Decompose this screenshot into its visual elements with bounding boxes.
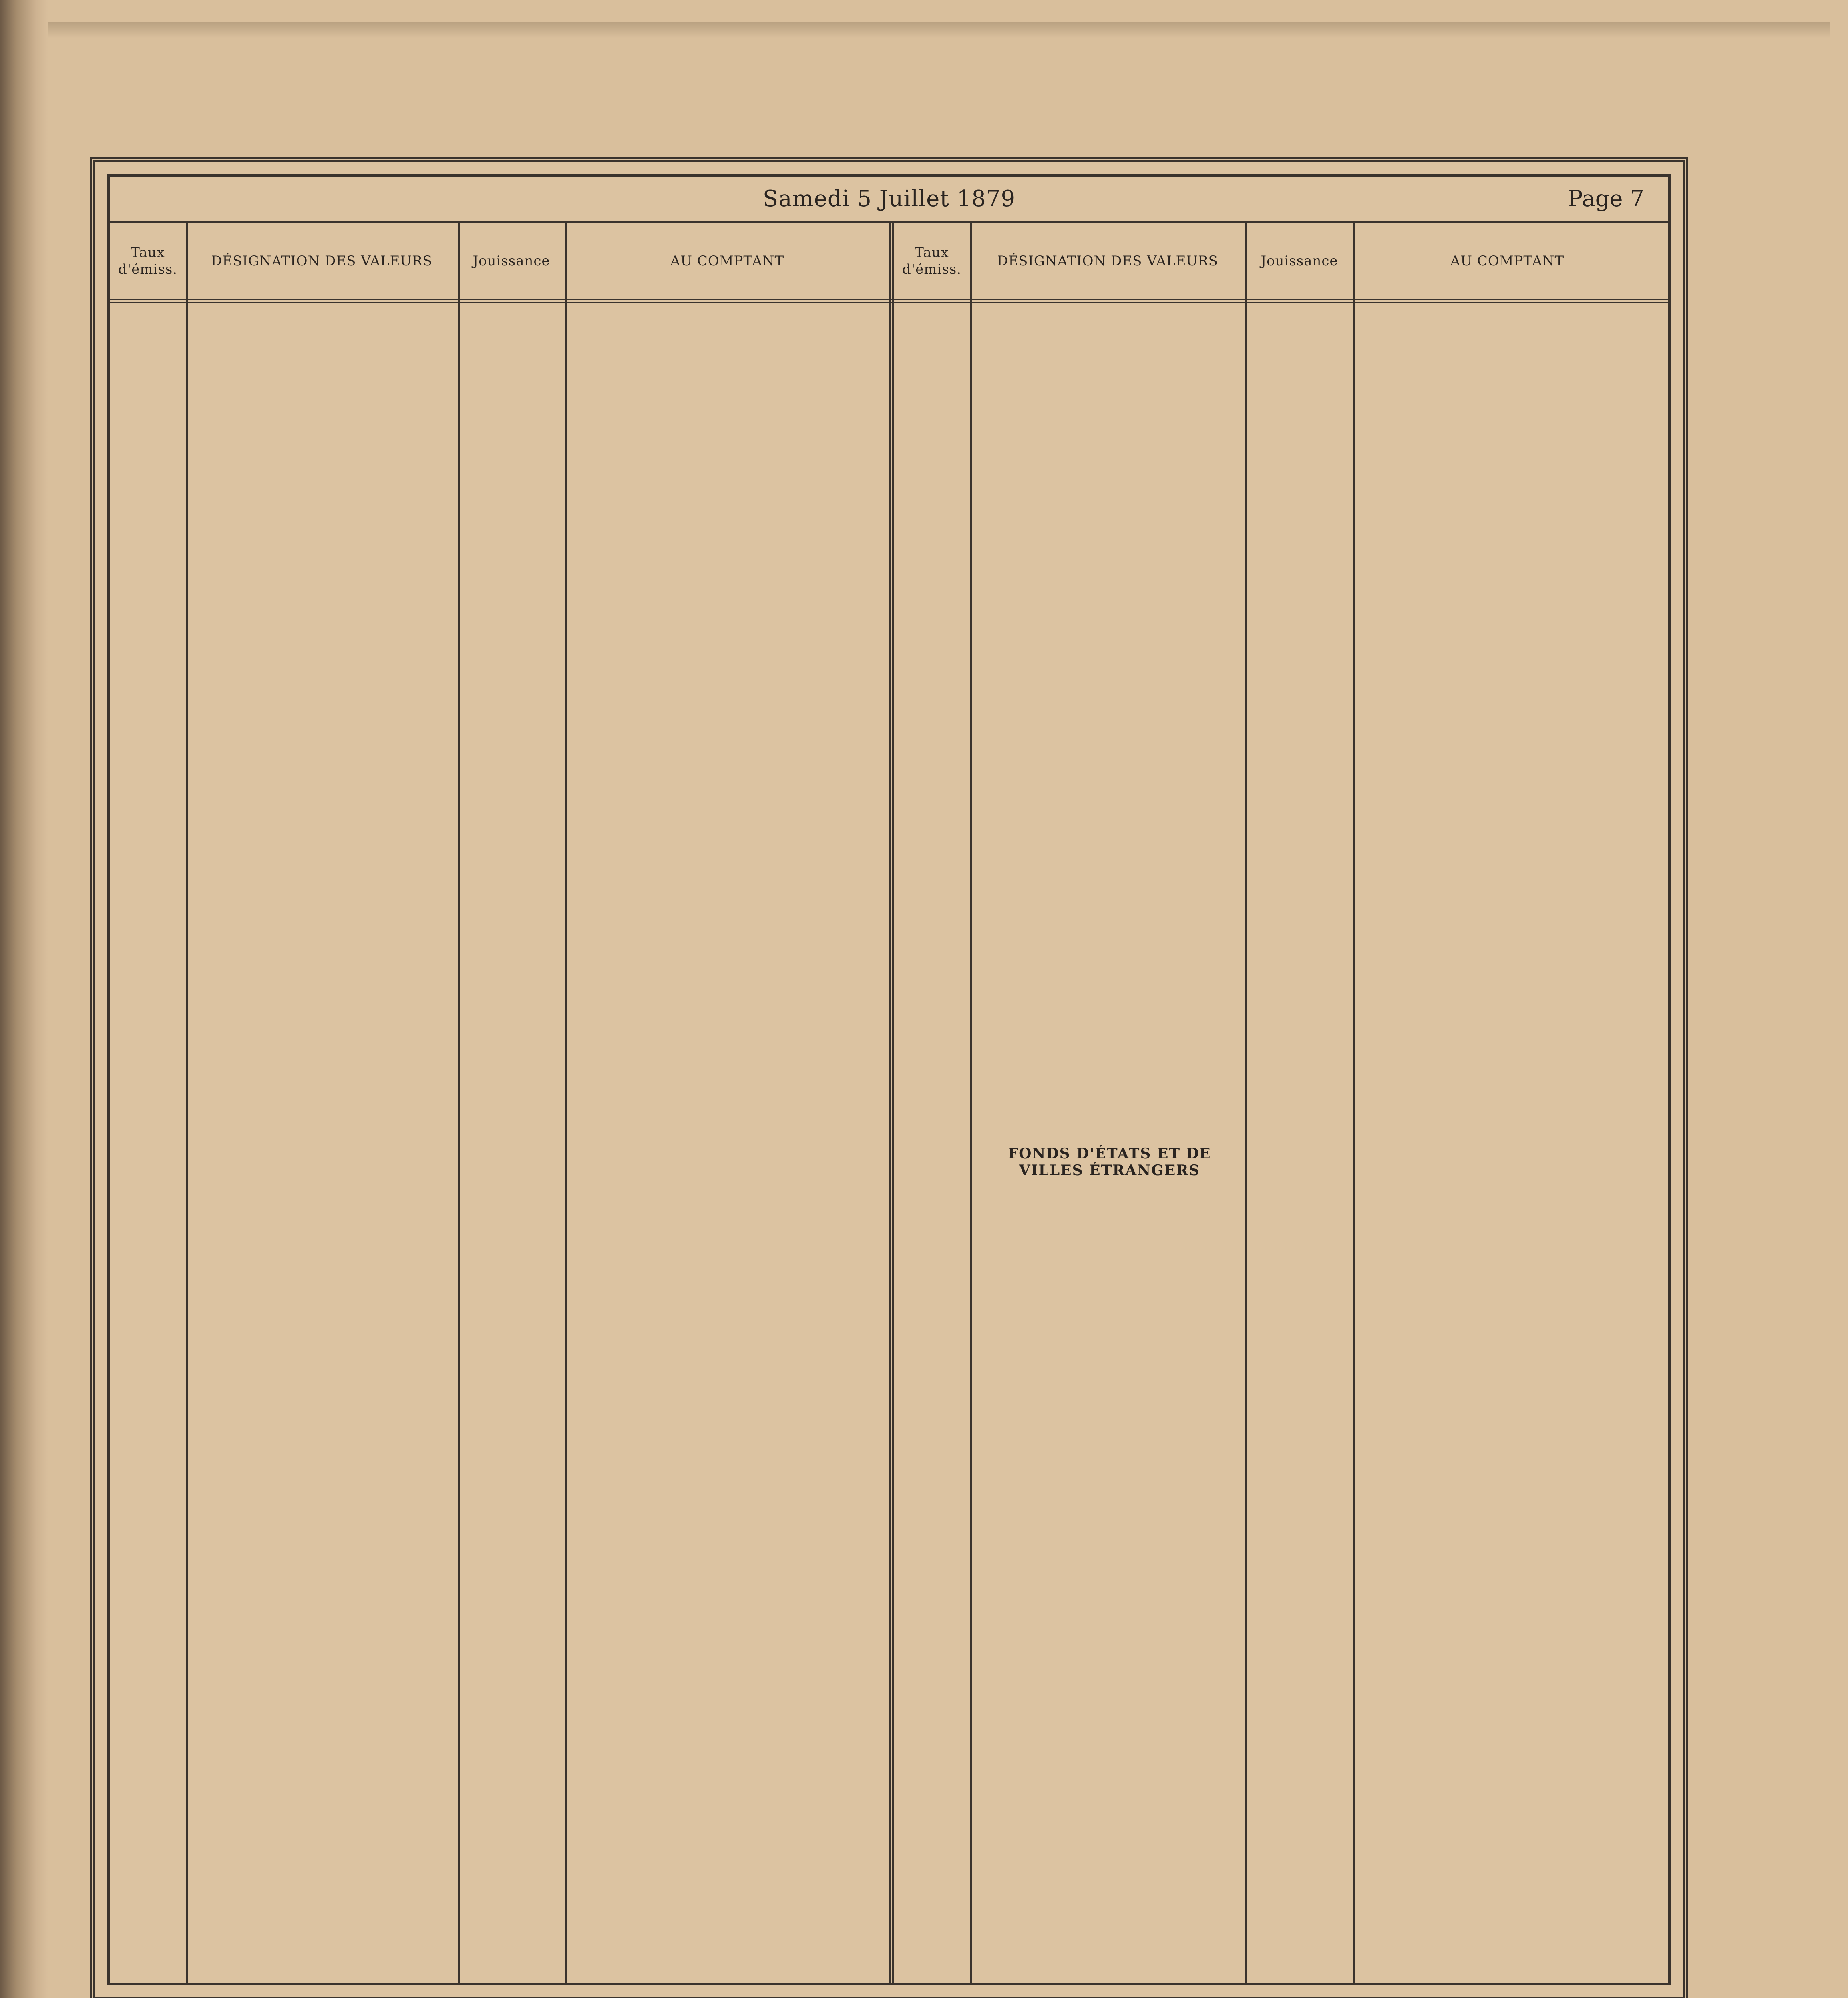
page-header [110, 177, 1668, 223]
table-body [110, 304, 1668, 1983]
right-table [894, 304, 1661, 1983]
page-number: Page 7 [1568, 185, 1644, 212]
col-comptant-left: AU COMPTANT [670, 253, 784, 269]
left-table [110, 304, 889, 1983]
page-edge [48, 22, 1830, 38]
col-jouissance-right: Jouissance [1261, 253, 1338, 269]
section-fonds-title: FONDS D'ÉTATS ET DE VILLES ÉTRANGERS [1008, 1145, 1211, 1179]
col-taux-right: Taux d'émiss. [902, 244, 962, 277]
page-frame [90, 157, 1688, 1998]
col-comptant-right: AU COMPTANT [1450, 253, 1564, 269]
col-designation-right: DÉSIGNATION DES VALEURS [997, 253, 1218, 269]
page-date: Samedi 5 Juillet 1879 [762, 185, 1016, 212]
col-jouissance-left: Jouissance [473, 253, 550, 269]
col-designation-left: DÉSIGNATION DES VALEURS [211, 253, 432, 269]
page-frame-inner [107, 174, 1671, 1985]
book-binding [0, 0, 48, 1998]
col-taux-left: Taux d'émiss. [118, 244, 178, 277]
